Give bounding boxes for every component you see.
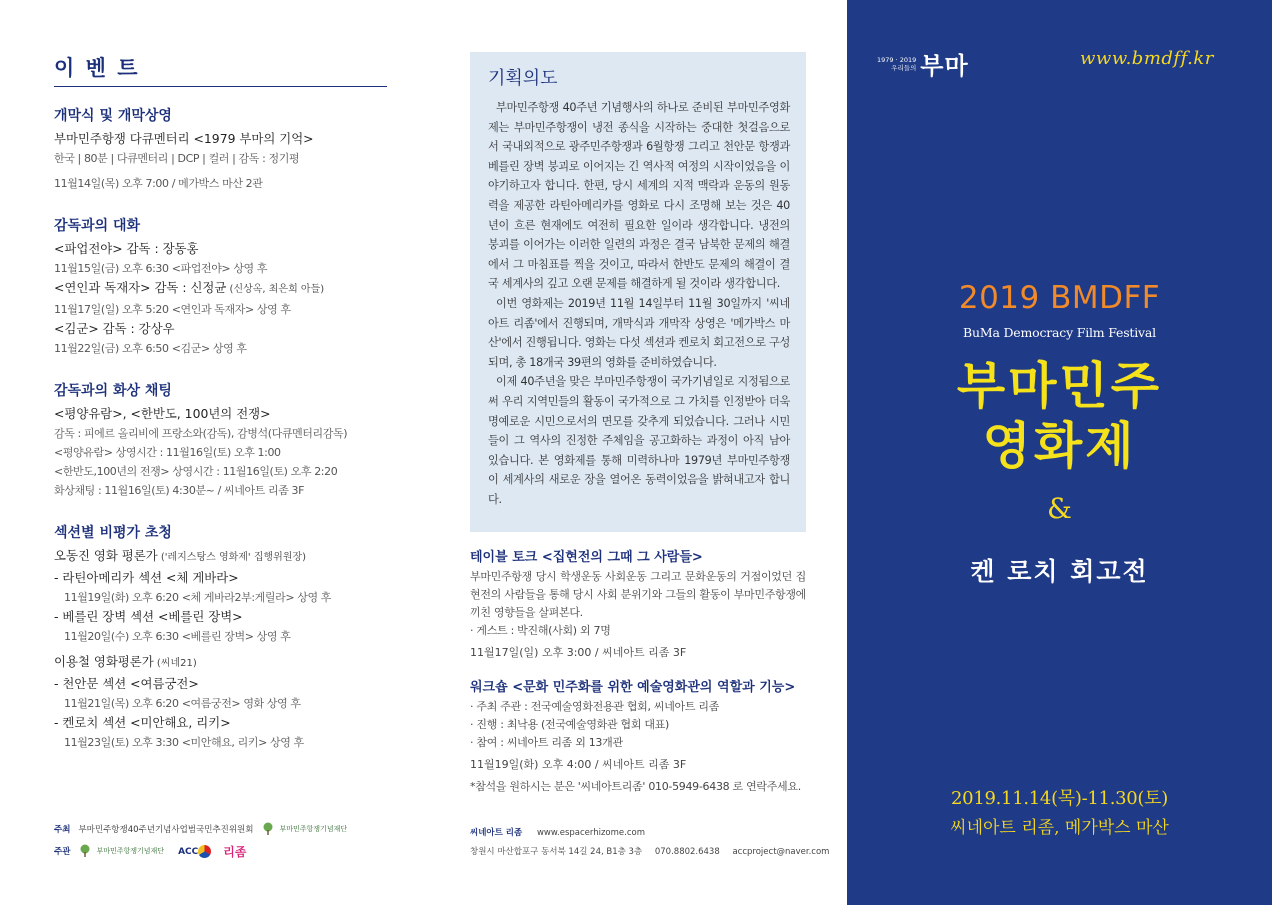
critics-heading: 섹션별 비평가 초청 bbox=[54, 525, 172, 541]
video-chat-title: <평양유람>, <한반도, 100년의 전쟁> bbox=[54, 406, 271, 421]
dialogue-title-3: <김군> 감독 : 강상우 bbox=[54, 321, 175, 336]
contact-name: 씨네아트 리좀 bbox=[470, 828, 523, 838]
logo-big-text: 부마 bbox=[920, 51, 969, 80]
dialogue-heading: 감독과의 대화 bbox=[54, 218, 141, 234]
retrospective-title: 켄 로치 회고전 bbox=[970, 557, 1149, 586]
opening-schedule: 11월14일(목) 오후 7:00 / 메가박스 마산 2관 bbox=[54, 177, 263, 190]
critic-1-name: 오동진 영화 평론가 ('레지스탕스 영화제' 집행위원장) bbox=[54, 548, 307, 563]
video-chat-line: 감독 : 피에르 올리비에 프랑소와(감독), 감병석(다큐멘터리감독) bbox=[54, 427, 348, 440]
sponsor-block bbox=[54, 818, 404, 862]
host-row bbox=[54, 818, 404, 840]
critic-2-item-schedule: 11월23일(토) 오후 3:30 <미안해요, 리키> 상영 후 bbox=[64, 736, 304, 749]
video-chat-line: <평양유람> 상영시간 : 11월16일(토) 오후 1:00 bbox=[54, 446, 281, 459]
intent-paragraph-1: 부마민주항쟁 40주년 기념행사의 하나로 준비된 부마민주영화제는 부마민주항쟁이 냉전 종식을 시작하는 중대한 첫걸음으로서 국내외적으로 광주민주항쟁과 6월항쟁 그리고 천안문 항쟁과 베를린 장벽 붕괴로 이어지는 긴 역사적 여정의 시작이었음을 이야기하고자 합니다. 한편, 당시 세계의 지적 맥락과 운동의 원동력을 제공한 라틴아메리카를 영화로 다시 조명해 보는 것은 40년이 흐른 현재에도 여전히 필요한 일이라 생각합니다. 냉전의 붕괴를 이어가는 이러한 일련의 과정은 결국 남북한 문제의 해결에서 그 마침표를 찍을 것이고, 따라서 한반도 문제의 해결이 결국 세계사의 깊고 오랜 문제를 해결하게 될 것이라 생각합니다. bbox=[488, 101, 790, 291]
workshop-note: *참석을 원하시는 분은 '씨네아트리좀' 010-5949-6438 로 연락주세요. bbox=[470, 780, 801, 793]
title-line-1: 부마민주 bbox=[956, 357, 1163, 415]
events-column bbox=[54, 52, 390, 752]
workshop-line: · 진행 : 최낙용 (전국예술영화관 협회 대표) bbox=[470, 718, 669, 731]
workshop-line: · 주최 주관 : 전국예술영화전용관 협회, 씨네아트 리좀 bbox=[470, 700, 720, 713]
rizome-logo: 리좀 bbox=[223, 844, 247, 859]
organizer-row bbox=[54, 840, 404, 862]
dialogue-schedule-3: 11월22일(금) 오후 6:50 <김군> 상영 후 bbox=[54, 342, 247, 355]
host-name: 부마민주항쟁40주년기념사업범국민추진위원회 bbox=[78, 825, 254, 835]
table-talk-desc: 부마민주항쟁 당시 학생운동 사회운동 그리고 문화운동의 거점이었던 집현전의 사람들을 통해 당시 사회 분위기와 그들의 활동이 부마민주항쟁에 끼친 영향들을 살펴본다. bbox=[470, 570, 806, 619]
intent-title: 기획의도 bbox=[488, 68, 558, 89]
table-talk-schedule: 11월17일(일) 오후 3:00 / 씨네아트 리좀 3F bbox=[470, 646, 687, 659]
acc-logo: ACC bbox=[178, 845, 211, 858]
dialogue-schedule-2: 11월17일(일) 오후 5:20 <연인과 독재자> 상영 후 bbox=[54, 303, 291, 316]
organizer-label: 주관 bbox=[54, 847, 71, 857]
organizer-logo-text: 부마민주항쟁기념재단 bbox=[96, 847, 165, 855]
table-talk-heading: 테이블 토크 <집현전의 그때 그 사람들> bbox=[470, 550, 703, 565]
critic-2-item-title: - 켄로치 섹션 <미안해요, 리키> bbox=[54, 715, 231, 730]
logo-small-text: 1979 · 2019 우리들의 bbox=[877, 55, 917, 72]
festival-title bbox=[847, 356, 1272, 476]
workshop-heading: 워크숍 <문화 민주화를 위한 예술영화관의 역할과 기능> bbox=[470, 680, 796, 695]
contact-email[interactable]: accproject@naver.com bbox=[732, 847, 830, 857]
intent-box bbox=[470, 52, 806, 532]
host-logo-text: 부마민주항쟁기념재단 bbox=[279, 825, 348, 833]
critic-1-item-title: - 라틴아메리카 섹션 <체 게바라> bbox=[54, 570, 239, 585]
contact-url[interactable]: www.espacerhizome.com bbox=[536, 828, 646, 838]
english-subtitle: BuMa Democracy Film Festival bbox=[963, 325, 1156, 340]
acc-circle-icon bbox=[198, 845, 211, 858]
events-title: 이 벤 트 bbox=[54, 52, 387, 87]
festival-dates: 2019.11.14(목)-11.30(토) bbox=[951, 788, 1168, 809]
critic-2-item-title: - 천안문 섹션 <여름궁전> bbox=[54, 676, 199, 691]
festival-venue: 씨네아트 리좀, 메가박스 마산 bbox=[950, 818, 1169, 838]
contact-block bbox=[470, 826, 830, 857]
critic-2-item-schedule: 11월21일(목) 오후 6:20 <여름궁전> 영화 상영 후 bbox=[64, 697, 301, 710]
workshop-line: · 참여 : 씨네아트 리좀 외 13개관 bbox=[470, 736, 623, 749]
tree-logo-icon bbox=[261, 822, 275, 836]
video-chat-line: <한반도,100년의 전쟁> 상영시간 : 11월16일(토) 오후 2:20 bbox=[54, 465, 338, 478]
video-chat-heading: 감독과의 화상 채팅 bbox=[54, 383, 172, 399]
year-title: 2019 BMDFF bbox=[958, 280, 1161, 316]
workshop-schedule: 11월19일(화) 오후 4:00 / 씨네아트 리좀 3F bbox=[470, 758, 687, 771]
dialogue-title-1: <파업전야> 감독 : 장동홍 bbox=[54, 241, 199, 256]
title-line-2: 영화제 bbox=[982, 417, 1137, 475]
critic-2-name: 이용철 영화평론가 (씨네21) bbox=[54, 654, 197, 669]
contact-address: 창원시 마산합포구 동서북 14길 24, B1층 3층 bbox=[470, 847, 643, 857]
dialogue-schedule-1: 11월15일(금) 오후 6:30 <파업전야> 상영 후 bbox=[54, 262, 268, 275]
middle-column bbox=[470, 52, 806, 796]
critic-1-item-schedule: 11월19일(화) 오후 6:20 <체 게바라2부:게릴라> 상영 후 bbox=[64, 591, 332, 604]
ampersand: & bbox=[1047, 492, 1072, 525]
video-chat-line: 화상채팅 : 11월16일(토) 4:30분~ / 씨네아트 리좀 3F bbox=[54, 484, 305, 497]
host-label: 주최 bbox=[54, 825, 71, 835]
intent-paragraph-2: 이번 영화제는 2019년 11월 14일부터 11월 30일까지 '씨네아트 리좀'에서 진행되며, 개막식과 개막작 상영은 '메가박스 마산'에서 진행됩니다. 영화는 다섯 섹션과 켄로치 회고전으로 구성되며, 총 18개국 39편의 영화를 준비하였습니다. bbox=[488, 296, 791, 369]
critic-1-item-schedule: 11월20일(수) 오후 6:30 <베를린 장벽> 상영 후 bbox=[64, 630, 291, 643]
opening-info: 한국 | 80분 | 다큐멘터리 | DCP | 컬러 | 감독 : 정기평 bbox=[54, 152, 300, 165]
intent-paragraph-3: 이제 40주년을 맞은 부마민주항쟁이 국가기념일로 지정됨으로써 우리 지역민들의 활동이 국가적으로 그 가치를 인정받아 더욱 명예로운 시민으로서의 면모를 갖추게 되었습니다. 그러나 시민들이 그 역사의 진정한 주체임을 공고화하는 과정이 아직 남아 있습니다. 본 영화제를 통해 미력하나마 1979년 부마민주항쟁이 세계사의 새로운 장을 열어온 동력이었음을 밝혀내고자 합니다. bbox=[488, 375, 790, 506]
festival-url[interactable]: www.bmdff.kr bbox=[1080, 48, 1214, 69]
opening-heading: 개막식 및 개막상영 bbox=[54, 108, 172, 124]
dialogue-title-2: <연인과 독재자> 감독 : 신정균 (신상옥, 최은희 아들) bbox=[54, 280, 325, 295]
bumma-logo bbox=[877, 46, 969, 81]
opening-film: 부마민주항쟁 다큐멘터리 <1979 부마의 기억> bbox=[54, 131, 314, 146]
tree-logo-icon bbox=[78, 844, 92, 858]
table-talk-guest: · 게스트 : 박진해(사회) 외 7명 bbox=[470, 624, 611, 637]
critic-1-item-title: - 베를린 장벽 섹션 <베를린 장벽> bbox=[54, 609, 243, 624]
cover-panel bbox=[847, 0, 1272, 905]
contact-phone: 070.8802.6438 bbox=[654, 847, 720, 857]
